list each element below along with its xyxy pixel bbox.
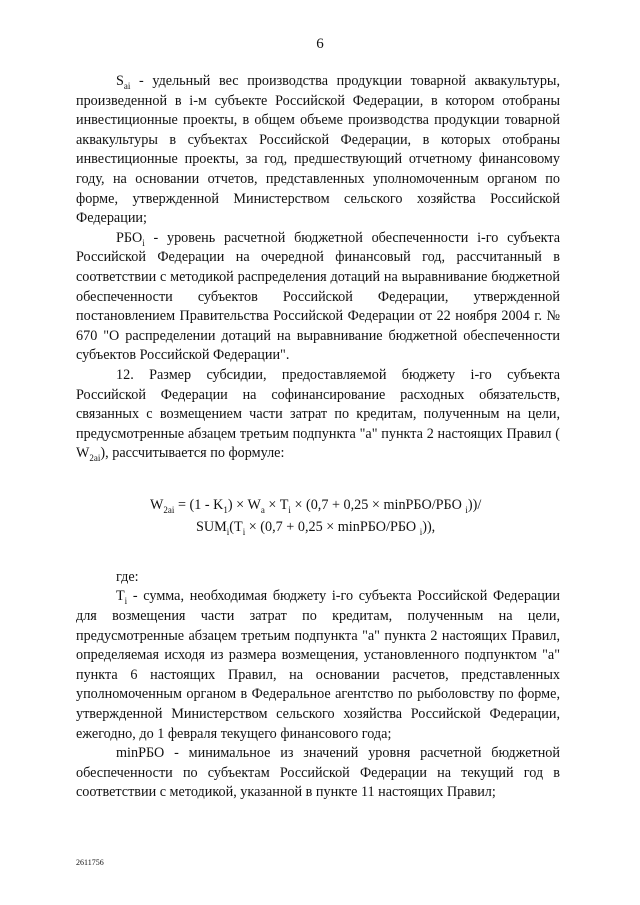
paragraph-s-ai — [76, 72, 560, 229]
formula-part: = (1 - K — [174, 496, 224, 513]
formula-sub: i — [288, 504, 291, 515]
var-t: T — [116, 588, 125, 605]
formula-part: × T — [264, 496, 289, 513]
paragraph-text: 12. Размер субсидии, предоставляемой бюджету i-го субъекта Российской Федерации на софинансирование расходных обязательств, связанных с возмещением части затрат по кредитам, полученным на цели, предусмотренные абзацем третьим подпункта "а" пункта 2 настоящих Правил ( W — [76, 366, 560, 462]
formula-part: SUM — [196, 518, 227, 535]
formula-part: × (0,7 + 0,25 × minРБО/РБО — [245, 518, 420, 535]
paragraph-text: - уровень расчетной бюджетной обеспеченности i-го субъекта Российской Федерации на очередной финансовый год, рассчитанный в соответствии с методикой распределения дотаций на выравнивание бюджетной обеспеченности субъектов Российской Федерации, утвержденной постановлением Правительства Российской Федерации от 22 ноября 2004 г. № 670 "О распределении дотаций на выравнивание бюджетной обеспеченности субъектов Российской Федерации". — [76, 229, 560, 364]
formula-part: ) × W — [227, 496, 261, 513]
formula-part: W — [150, 496, 164, 513]
var-s-sub: ai — [123, 80, 131, 91]
formula-sub: i — [242, 526, 246, 537]
formula-sub: 1 — [223, 504, 228, 515]
formula-part: )), — [422, 518, 436, 535]
formula-part: (T — [229, 518, 243, 535]
var-s: S — [116, 73, 124, 89]
where-label: где: — [116, 568, 139, 585]
paragraph-minrbo — [76, 744, 560, 803]
paragraph-text: ), рассчитывается по формуле: — [100, 445, 285, 462]
formula-line-2 — [76, 516, 560, 538]
page-number: 6 — [316, 36, 324, 52]
formula-part: × (0,7 + 0,25 × minРБО/РБО — [290, 496, 466, 513]
formula-sub: i — [465, 504, 468, 515]
paragraph-ti — [76, 587, 560, 744]
var-t-sub: i — [124, 596, 128, 607]
formula-part: ))/ — [467, 496, 482, 513]
paragraph-rbo — [76, 229, 560, 366]
var-rbo-sub: i — [142, 237, 145, 248]
formula-sub: i — [419, 526, 423, 537]
w2ai-sub: 2ai — [89, 453, 101, 464]
formula-sub: a — [260, 504, 265, 515]
paragraph-12 — [76, 366, 560, 464]
paragraph-text: - удельный вес производства продукции товарной аквакультуры, произведенной в i-м субъекте Российской Федерации, в котором отобраны инвестиционные проекты, в общем объеме производства продукции товарной аквакультуры в субъектах Российской Федерации, в которых отобраны инвестиционные проекты, за год, предшествующий отчетному финансовому году, на основании отчетов, представленных уполномоченным органом по форме, утвержденной Министерством сельского хозяйства Российской Федерации; — [76, 73, 560, 227]
footer-code: 2611756 — [76, 858, 104, 867]
formula-sub: 2ai — [163, 504, 175, 515]
formula — [76, 494, 560, 538]
paragraph-text: - минимальное из значений уровня расчетной бюджетной обеспеченности по субъектам Российской Федерации на текущий год в соответствии с методикой, указанной в пункте 11 настоящих Правил; — [76, 745, 560, 801]
paragraph-text: - сумма, необходимая бюджету i-го субъекта Российской Федерации для возмещения части затрат по кредитам, полученным на цели, предусмотренные абзацем третьим подпункта "а" пункта 2 настоящих Правил, определяемая исходя из размера возмещения, установленного подпунктом "а" пункта 6 настоящих Правил, на основании расчетов, представленных уполномоченным органом в Федеральное агентство по рыболовству по форме, утвержденной Министерством сельского хозяйства Российской Федерации, ежегодно, до 1 февраля текущего финансового года; — [76, 588, 560, 742]
var-minrbo: minРБО — [116, 745, 165, 762]
document-body — [76, 72, 560, 803]
formula-line-1 — [76, 494, 560, 516]
var-rbo: РБО — [116, 229, 143, 246]
formula-sub: i — [226, 526, 230, 537]
